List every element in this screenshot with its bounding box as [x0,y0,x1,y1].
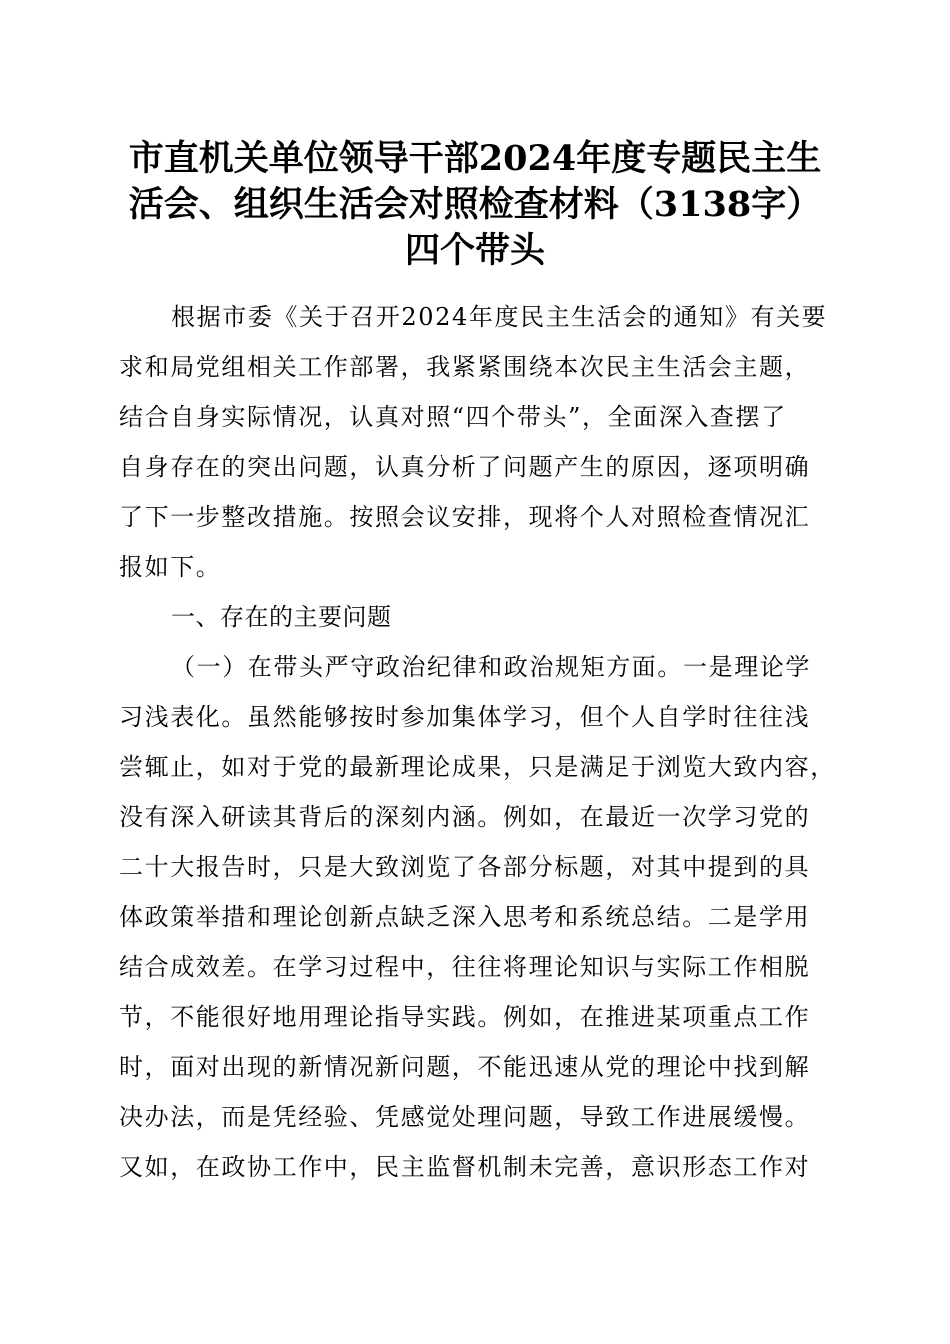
section-line: 时，面对出现的新情况新问题，不能迅速从党的理论中找到解 [119,1053,811,1081]
intro-line: 求和局党组相关工作部署，我紧紧围绕本次民主生活会主题， [119,353,811,381]
section-line: 决办法，而是凭经验、凭感觉处理问题，导致工作进展缓慢。 [119,1103,811,1131]
intro-line: 报如下。 [119,553,222,581]
section-line: （一）在带头严守政治纪律和政治规矩方面。一是理论学 [171,653,811,681]
section-line: 习浅表化。虽然能够按时参加集体学习，但个人自学时往往浅 [119,703,811,731]
section-line: 体政策举措和理论创新点缺乏深入思考和系统总结。二是学用 [119,903,811,931]
section-line: 又如，在政协工作中，民主监督机制未完善，意识形态工作对 [119,1153,811,1181]
document-title [100,136,850,274]
section-line: 结合成效差。在学习过程中，往往将理论知识与实际工作相脱 [119,953,811,981]
title-line-2: 活会、组织生活会对照检查材料（3138字） [128,184,822,225]
section-line: 没有深入研读其背后的深刻内涵。例如，在最近一次学习党的 [119,803,811,831]
section-line: 节，不能很好地用理论指导实践。例如，在推进某项重点工作 [119,1003,811,1031]
intro-line: 结合自身实际情况，认真对照“四个带头”，全面深入查摆了 [119,403,787,431]
title-line-3: 四个带头 [404,230,545,271]
intro-line: 根据市委《关于召开2024年度民主生活会的通知》有关要 [171,303,828,331]
intro-line: 了下一步整改措施。按照会议安排，现将个人对照检查情况汇 [119,503,811,531]
section-line: 二十大报告时，只是大致浏览了各部分标题，对其中提到的具 [119,853,811,881]
section-heading: 一、存在的主要问题 [171,603,392,631]
section-line: 尝辄止，如对于党的最新理论成果，只是满足于浏览大致内容， [119,753,836,781]
document-body [119,292,836,1192]
intro-line: 自身存在的突出问题，认真分析了问题产生的原因，逐项明确 [119,453,811,481]
title-line-1: 市直机关单位领导干部2024年度专题民主生 [128,138,822,179]
